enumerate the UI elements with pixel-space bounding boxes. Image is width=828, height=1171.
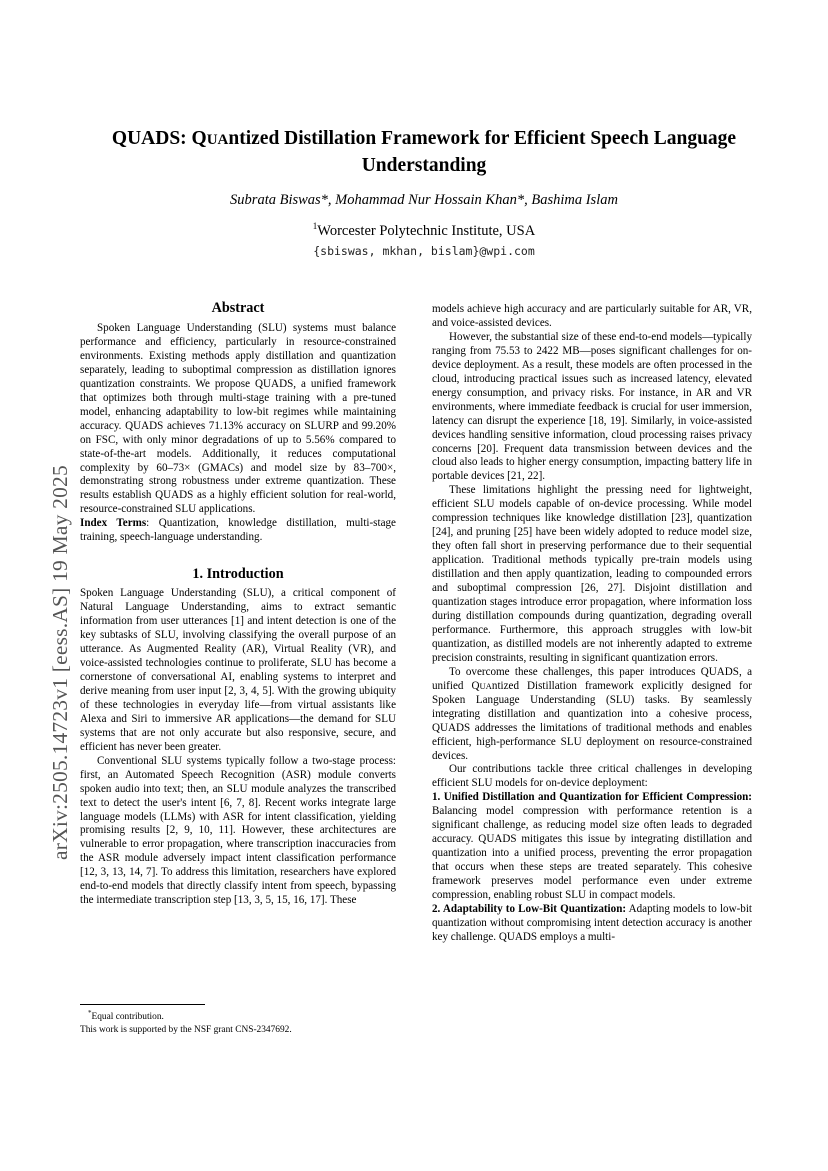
intro-paragraph-6 xyxy=(432,666,752,764)
contribution-1-text: Balancing model compression with performance retention is a significant challenge, as reducing model size often leads to degraded accuracy. QUADS mitigates this issue by integrating distillation and quantization into a unified process, preventing the error propagation that occurs when these steps are treated separately. This cohesive framework preserves model performance even under extreme compression, enabling robust SLU in compact models. xyxy=(432,805,752,902)
footnote-equal-contribution xyxy=(80,1007,396,1024)
p6-part-a: To overcome these challenges, this paper introduces QUADS, a unified Q xyxy=(432,665,752,692)
contribution-1 xyxy=(432,791,752,903)
contribution-1-label: 1. Unified Distillation and Quantization for Efficient Compression: xyxy=(432,791,752,804)
affiliation xyxy=(80,221,768,240)
index-terms-label: Index Terms xyxy=(80,517,147,530)
contribution-2-text: Adapting models to low-bit quantization without compromising intent detection accuracy is another key challenge. QUADS employs a multi- xyxy=(432,902,752,943)
title-part1: QUADS: Q xyxy=(111,128,207,149)
author-emails: {sbiswas, mkhan, bislam}@wpi.com xyxy=(313,244,535,258)
title-line2: Understanding xyxy=(361,155,487,176)
intro-paragraph-7: Our contributions tackle three critical challenges in developing efficient SLU models for on-device deployment: xyxy=(432,763,752,790)
author-list: Subrata Biswas*, Mohammad Nur Hossain Khan*, Bashima Islam xyxy=(230,192,618,208)
intro-paragraph-1: Spoken Language Understanding (SLU), a critical component of Natural Language Understanding, aims to extract semantic information from user utterances [1] and intent detection is one of the key subtasks of SLU, involving classifying the overall purpose of an utterance. As Augmented Reality (AR), Virtual Reality (VR), and voice-assisted technologies continue to proliferate, SLU has become a cornerstone of conversational AI, enabling systems to interpret and derive meaning from user input [2, 3, 4, 5]. With the growing ubiquity of these technologies in everyday life—from virtual assistants like Alexa and Siri to immersive AR applications—the demand for SLU systems that are not only accurate but also responsive, secure, and efficient has never been greater. xyxy=(80,587,396,753)
intro-paragraph-5: These limitations highlight the pressing need for lightweight, efficient SLU models capable of on-device processing. While model compression techniques like knowledge distillation [23], quantization [24], and pruning [25] have been widely adopted to reduce model size, they often fall short in preserving performance due to their sequential application. Traditional methods typically pre-train models using distillation and then apply quantization, leading to compounded errors and suboptimal compression [26, 27]. Disjoint distillation and quantization stages introduce error propagation, where information loss during distillation compounds during quantization, degrading overall performance. Furthermore, this approach struggles with low-bit quantization, as distilled models are not inherently adapted to extreme precision constraints, resulting in significant quantization errors. xyxy=(432,484,752,664)
p6-part-b: UA xyxy=(479,680,492,691)
footnote-grant: This work is supported by the NSF grant CNS-2347692. xyxy=(80,1024,292,1035)
abstract-heading: Abstract xyxy=(211,300,265,316)
footnote-rule xyxy=(80,1004,205,1005)
arxiv-side-identifier: arXiv:2505.14723v1 [eess.AS] 19 May 2025 xyxy=(48,465,72,860)
affiliation-text: Worcester Polytechnic Institute, USA xyxy=(317,222,536,239)
intro-paragraph-3: models achieve high accuracy and are particularly suitable for AR, VR, and voice-assisted devices. xyxy=(432,303,752,329)
footnote-marker: * xyxy=(88,1009,92,1017)
footnotes xyxy=(80,1007,396,1036)
abstract-body: Spoken Language Understanding (SLU) systems must balance performance and efficiency, particularly in resource-constrained environments. Existing methods apply distillation and quantization separately, leading to suboptimal compression as distillation ignores quantization constraints. We propose QUADS, a unified framework that optimizes both through multi-stage training with a pre-tuned model, enhancing adaptability to low-bit regimes while maintaining accuracy. QUADS achieves 71.13% accuracy on SLURP and 99.20% on FSC, with only minor degradations of up to 5.56% compared to state-of-the-art models. Additionally, it reduces computational complexity by 60–73× (GMACs) and model size by 83–700×, demonstrating strong robustness under extreme quantization. These results establish QUADS as a highly efficient solution for real-world, resource-constrained SLU applications. xyxy=(80,322,396,516)
index-terms xyxy=(80,517,396,545)
title-part2: UA xyxy=(206,132,229,148)
paper-title xyxy=(80,126,768,178)
intro-paragraph-2: Conventional SLU systems typically follow a two-stage process: first, an Automated Speech Recognition (ASR) module converts spoken audio into text; then, an SLU module analyzes the transcribed text to detect the user's intent [6, 7, 8]. Recent works integrate large language models (LLMs) with ASR for intent classification, yielding promising results [2, 9, 10, 11]. However, these architectures are vulnerable to error propagation, where transcription inaccuracies from the ASR module adversely impact intent classification performance [12, 3, 13, 14, 7]. To address this limitation, researchers have explored end-to-end models that directly classify intent from speech, bypassing the intermediate transcription step [13, 3, 5, 15, 16, 17]. These xyxy=(80,754,396,907)
left-column xyxy=(80,298,396,908)
contribution-2 xyxy=(432,903,752,945)
affiliation-marker: 1 xyxy=(312,221,318,231)
index-terms-text: : Quantization, knowledge distillation, multi-stage training, speech-language understanding. xyxy=(80,517,396,544)
p6-part-c: ntized Distillation framework explicitly designed for Spoken Language Understanding (SLU) tasks. By seamlessly integrating distillation and quantization into a cohesive process, QUADS addresses the limitations of traditional methods and enables efficient, high-performance SLU deployment on resource-constrained devices. xyxy=(432,679,752,762)
title-part3: ntized Distillation Framework for Efficient Speech Language xyxy=(228,128,737,149)
footnote-equal-text: Equal contribution. xyxy=(91,1012,164,1023)
introduction-heading: 1. Introduction xyxy=(192,566,284,583)
contribution-2-label: 2. Adaptability to Low-Bit Quantization: xyxy=(432,902,627,915)
right-column xyxy=(432,303,752,945)
intro-paragraph-4: However, the substantial size of these end-to-end models—typically ranging from 75.53 to 2422 MB—poses significant challenges for on-device deployment. As a result, these models are often processed in the cloud, introducing practical issues such as increased latency, elevated energy consumption, and privacy risks. For instance, in AR and VR environments, where immediate feedback is crucial for user immersion, latency can disrupt the experience [18, 19]. Similarly, in voice-assisted devices handling sensitive information, cloud processing raises privacy concerns [20]. Frequent data transmission between devices and the cloud also leads to higher energy consumption, impacting battery life in portable devices [21, 22]. xyxy=(432,330,752,483)
